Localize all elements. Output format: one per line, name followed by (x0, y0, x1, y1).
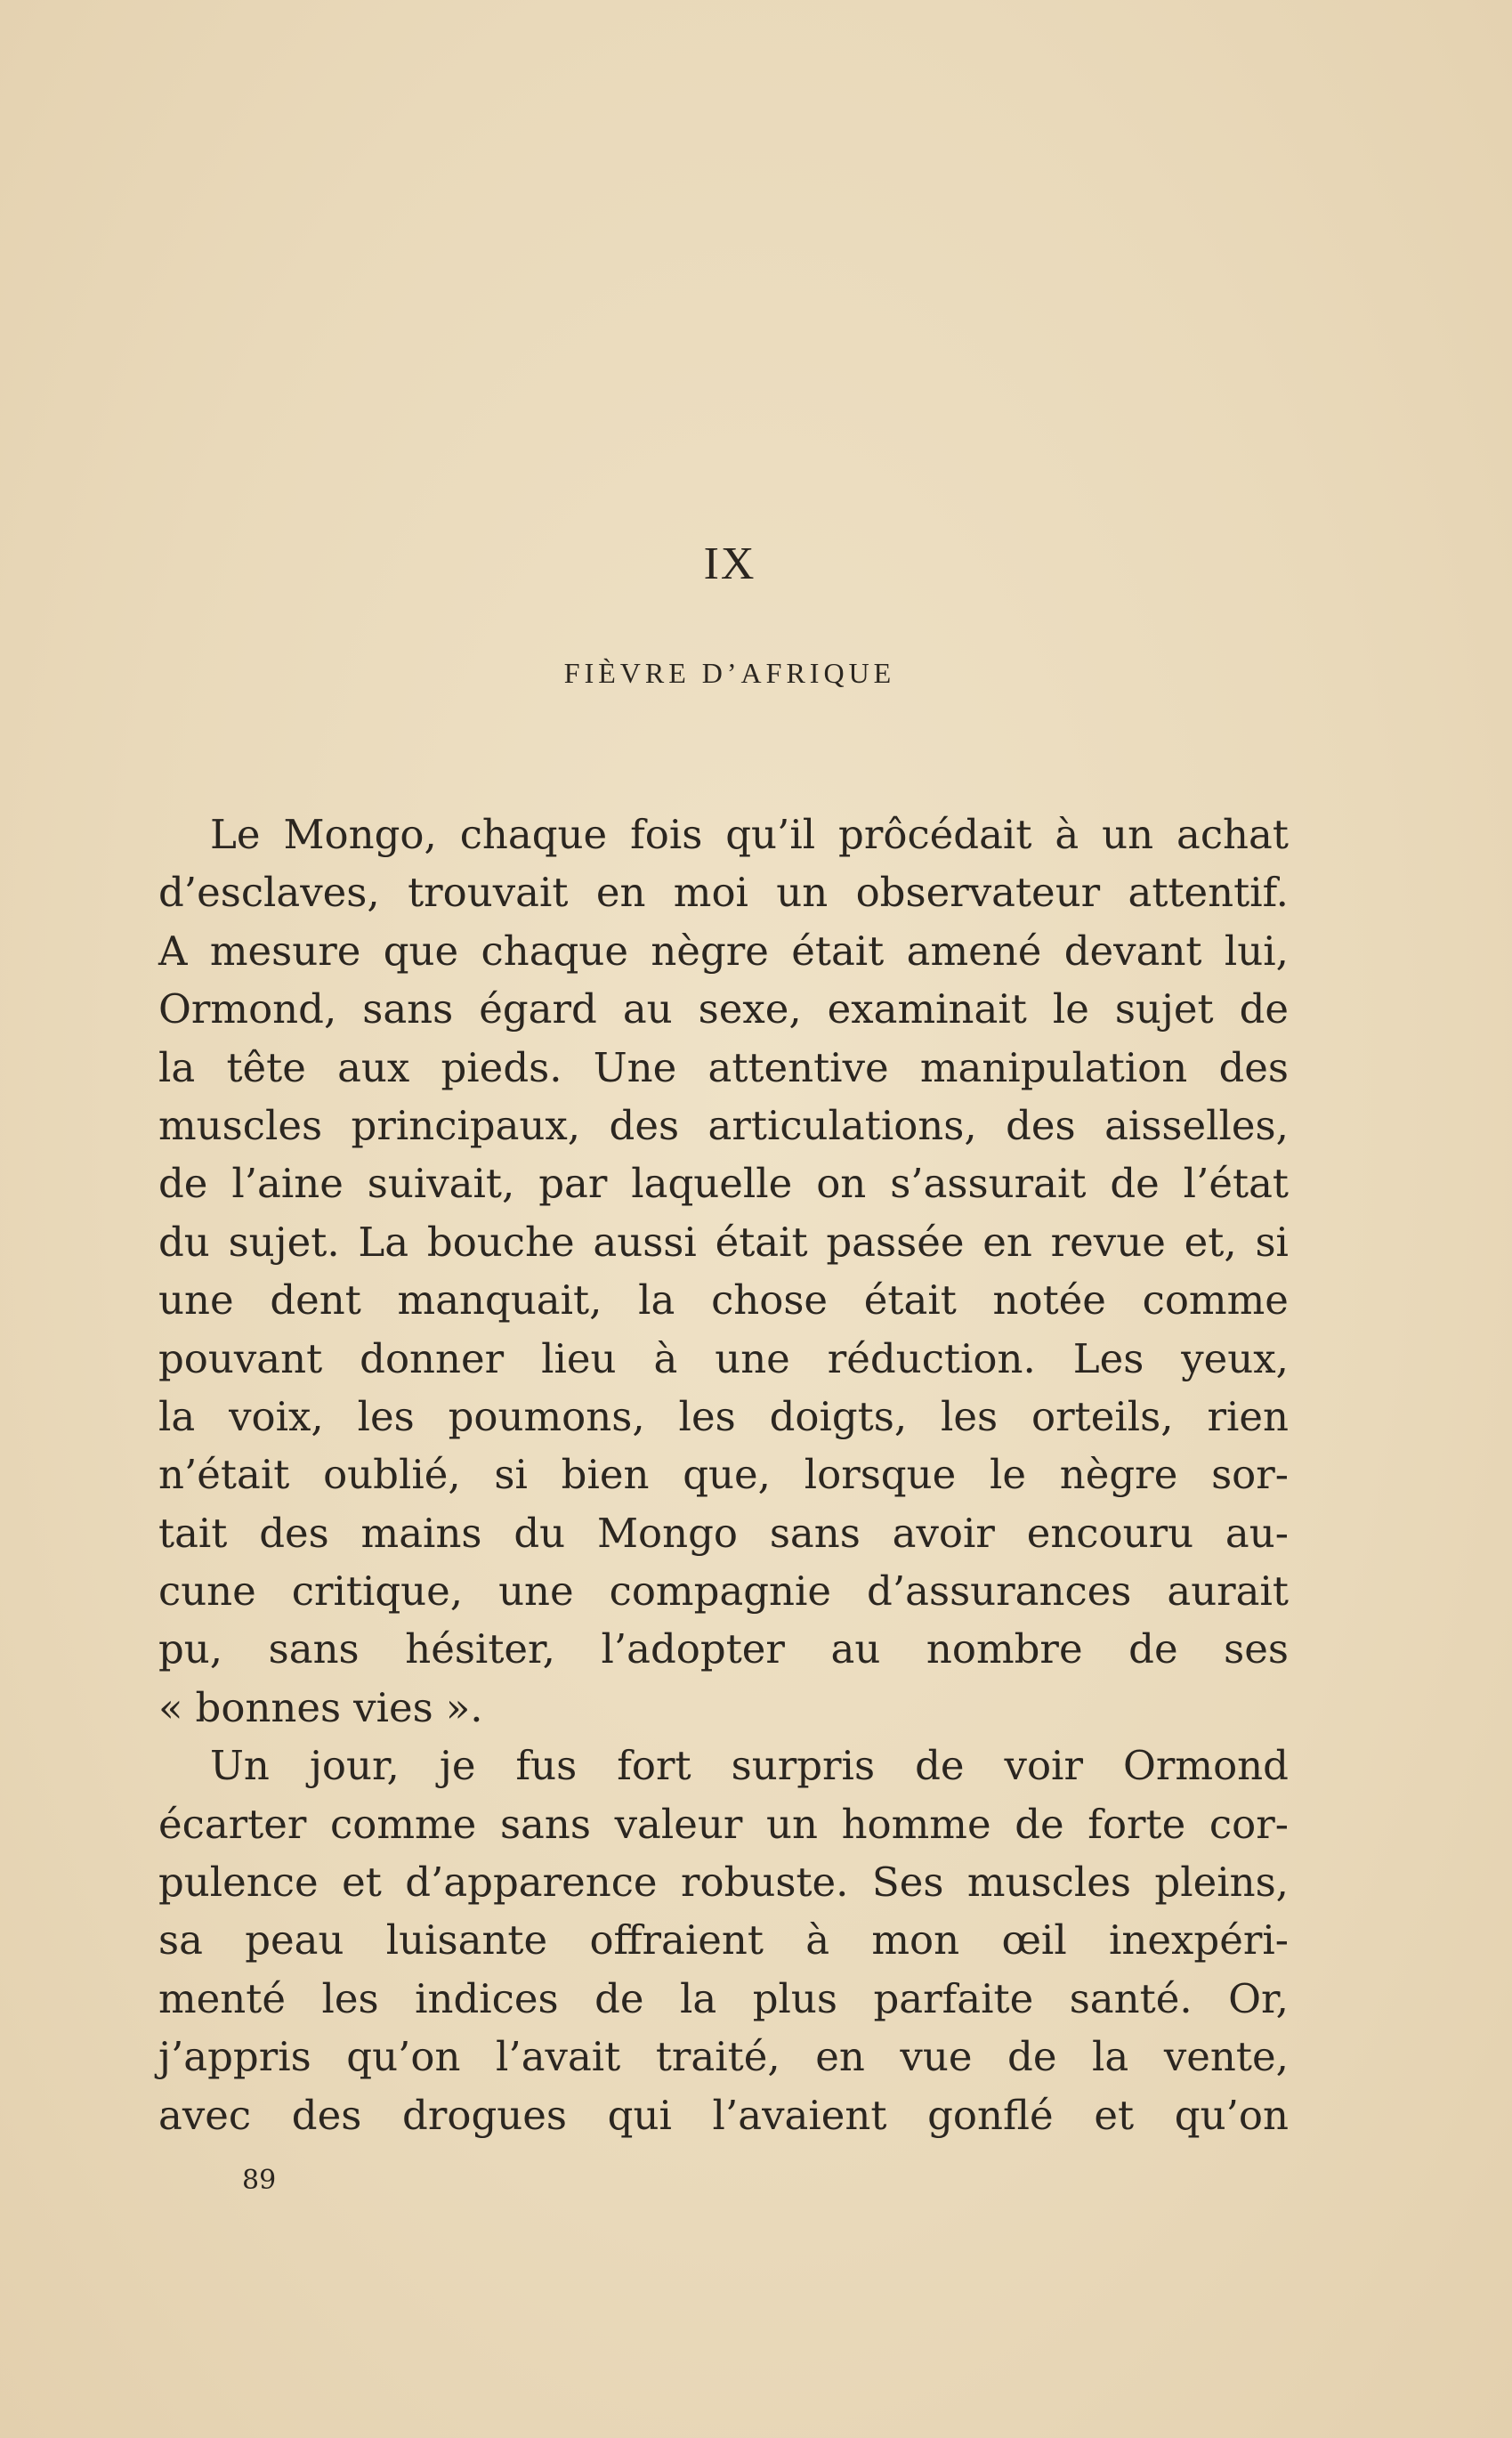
word: homme (841, 1800, 991, 1848)
word: attentive (707, 1043, 889, 1091)
word: avec (158, 2091, 252, 2139)
word: luisante (385, 1916, 548, 1964)
word: « (158, 1683, 183, 1731)
word: de (1239, 985, 1289, 1033)
word: une (715, 1334, 790, 1382)
word: drogues (402, 2091, 567, 2139)
text-line (158, 1737, 1289, 1794)
word: d’esclaves, (158, 869, 380, 917)
word: la (158, 1043, 196, 1091)
word: sans (499, 1800, 591, 1848)
word: œil (1001, 1916, 1067, 1964)
word: amené (906, 927, 1042, 975)
word: s’assurait (890, 1160, 1087, 1208)
word: d’apparence (405, 1859, 658, 1907)
word: parfaite (873, 1974, 1034, 2022)
text-line (158, 980, 1289, 1038)
word: laquelle (631, 1160, 793, 1208)
word: vies (353, 1683, 433, 1731)
word: cune (158, 1567, 256, 1616)
word: en (595, 869, 646, 917)
word: les (678, 1392, 736, 1440)
word: surpris (731, 1742, 876, 1790)
word: une (158, 1276, 234, 1324)
page-number: 89 (242, 2165, 277, 2196)
word: pouvant (158, 1334, 323, 1382)
word: à (653, 1334, 678, 1382)
word: compagnie (609, 1567, 832, 1616)
word: un (765, 1800, 818, 1848)
word: sor- (1211, 1451, 1289, 1499)
word: était (791, 927, 885, 975)
text-line (158, 1970, 1289, 2028)
word: les (321, 1974, 379, 2022)
paragraph (158, 1737, 1289, 2144)
word: fus (515, 1742, 578, 1790)
text-line (158, 1213, 1289, 1271)
text-line (158, 1154, 1289, 1212)
word: plus (752, 1974, 837, 2022)
word: attentif. (1128, 869, 1289, 917)
word: je (439, 1742, 476, 1790)
word: inexpéri- (1109, 1916, 1289, 1964)
word: donner (360, 1334, 505, 1382)
word: en (982, 1218, 1032, 1266)
word: qu’on (1174, 2091, 1289, 2139)
word: menté (158, 1974, 286, 2022)
word: n’était (158, 1451, 290, 1499)
word: était (715, 1218, 808, 1266)
text-line (158, 1388, 1289, 1446)
word: pieds. (441, 1043, 562, 1091)
word: de (1015, 1800, 1064, 1848)
word: l’avaient (712, 2091, 887, 2139)
word: les (357, 1392, 415, 1440)
word: robuste. (680, 1859, 849, 1907)
word: nègre (1059, 1451, 1178, 1499)
word: de (594, 1974, 644, 2022)
word: et (342, 1859, 382, 1907)
word: Les (1072, 1334, 1144, 1382)
word: tête (226, 1043, 306, 1091)
word: aux (337, 1043, 410, 1091)
word: articulations, (707, 1101, 977, 1149)
word: des (1218, 1043, 1289, 1091)
word: jour, (309, 1742, 400, 1790)
word: du (158, 1218, 210, 1266)
word: un (776, 869, 829, 917)
word: ses (1224, 1625, 1289, 1673)
word: sa (158, 1916, 203, 1964)
word: qui (607, 2091, 672, 2139)
word: que (383, 927, 459, 975)
word: lui, (1224, 927, 1289, 975)
word: au (830, 1625, 881, 1673)
word: égard (479, 985, 597, 1033)
word: l’adopter (601, 1625, 785, 1673)
text-line (158, 863, 1289, 921)
word: encouru (1026, 1509, 1194, 1557)
text-line (158, 2086, 1289, 2144)
word: notée (992, 1276, 1106, 1324)
word: les (941, 1392, 999, 1440)
word: réduction. (827, 1334, 1036, 1382)
word: aisselles, (1104, 1101, 1289, 1149)
word: principaux, (351, 1101, 581, 1149)
word: Mongo, (283, 811, 437, 858)
word: voir (1004, 1742, 1083, 1790)
word: était (863, 1276, 957, 1324)
word: A (158, 927, 188, 975)
word: avoir (892, 1509, 995, 1557)
word: yeux, (1181, 1334, 1289, 1382)
word: pleins, (1154, 1859, 1289, 1907)
text-line (158, 1504, 1289, 1562)
word: sans (268, 1625, 360, 1673)
word: forte (1088, 1800, 1186, 1848)
word: orteils, (1031, 1392, 1174, 1440)
word: en (815, 2033, 865, 2081)
word: Mongo (596, 1509, 738, 1557)
word: on (816, 1160, 867, 1208)
text-line (158, 2028, 1289, 2086)
word: prôcédait (838, 811, 1032, 858)
text-line (158, 922, 1289, 980)
word: de (158, 1160, 208, 1208)
word: dent (270, 1276, 361, 1324)
word: sujet (1114, 985, 1214, 1033)
word: vue (900, 2033, 973, 2081)
word: lorsque (804, 1451, 957, 1499)
word: manipulation (919, 1043, 1188, 1091)
word: observateur (855, 869, 1101, 917)
word: des (1006, 1101, 1076, 1149)
word: comme (330, 1800, 477, 1848)
text-line (158, 1271, 1289, 1329)
word: sujet. (228, 1218, 340, 1266)
word: Ses (871, 1859, 944, 1907)
word: à (1055, 811, 1079, 858)
word: la (680, 1974, 717, 2022)
word: qu’il (725, 811, 816, 858)
word: le (989, 1451, 1027, 1499)
word: sexe, (698, 985, 802, 1033)
word: j’appris (158, 2033, 311, 2081)
word: voix, (229, 1392, 324, 1440)
word: La (358, 1218, 409, 1266)
word: offraient (589, 1916, 764, 1964)
word: chose (711, 1276, 829, 1324)
word: peau (245, 1916, 344, 1964)
word: santé. (1069, 1974, 1193, 2022)
paragraph (158, 806, 1289, 1737)
word: l’état (1183, 1160, 1289, 1208)
word: Un (210, 1742, 270, 1790)
text-line (158, 1620, 1289, 1678)
word: achat (1176, 811, 1289, 858)
word: fort (617, 1742, 691, 1790)
text-line (158, 1679, 1289, 1737)
word: la (1092, 2033, 1129, 2081)
text-line (158, 1795, 1289, 1853)
word: bouche (426, 1218, 575, 1266)
word: d’assurances (867, 1567, 1132, 1616)
text-line (158, 1330, 1289, 1388)
word: lieu (541, 1334, 617, 1382)
word: bien (561, 1451, 650, 1499)
word: ». (445, 1683, 483, 1731)
word: muscles (966, 1859, 1131, 1907)
word: Le (210, 811, 261, 858)
text-line (158, 1039, 1289, 1097)
word: sans (362, 985, 454, 1033)
word: au- (1225, 1509, 1289, 1557)
word: nombre (926, 1625, 1083, 1673)
word: gonflé (927, 2091, 1054, 2139)
word: traité, (655, 2033, 780, 2081)
word: chaque (481, 927, 628, 975)
word: passée (826, 1218, 965, 1266)
word: critique, (291, 1567, 464, 1616)
word: moi (673, 869, 748, 917)
word: nègre (651, 927, 769, 975)
chapter-title: FIÈVRE D’AFRIQUE (563, 657, 896, 689)
word: la (638, 1276, 675, 1324)
word: si (1255, 1218, 1289, 1266)
word: hésiter, (405, 1625, 555, 1673)
text-line (158, 1446, 1289, 1503)
word: de (1128, 1625, 1178, 1673)
word: indices (415, 1974, 559, 2022)
word: des (259, 1509, 329, 1557)
chapter-number: IX (703, 539, 756, 589)
word: mains (360, 1509, 482, 1557)
word: valeur (614, 1800, 743, 1848)
word: devant (1063, 927, 1202, 975)
word: Ormond, (158, 985, 337, 1033)
word: l’aine (231, 1160, 344, 1208)
word: Une (593, 1043, 677, 1091)
word: revue (1050, 1218, 1166, 1266)
word: et (1094, 2091, 1135, 2139)
word: un (1102, 811, 1154, 858)
word: Ormond (1123, 1742, 1289, 1790)
word: l’avait (496, 2033, 621, 2081)
word: Or, (1228, 1974, 1289, 2022)
word: si (494, 1451, 528, 1499)
word: poumons, (448, 1392, 645, 1440)
word: écarter (158, 1800, 307, 1848)
word: du (513, 1509, 566, 1557)
word: vente, (1163, 2033, 1289, 2081)
body-text (158, 806, 1289, 2144)
word: de (915, 1742, 965, 1790)
word: sans (769, 1509, 861, 1557)
word: muscles (158, 1101, 323, 1149)
word: doigts, (769, 1392, 908, 1440)
word: le (1052, 985, 1089, 1033)
word: tait (158, 1509, 228, 1557)
word: pu, (158, 1625, 223, 1673)
word: fois (630, 811, 703, 858)
word: que, (683, 1451, 771, 1499)
text-line (158, 1562, 1289, 1620)
word: des (291, 2091, 362, 2139)
word: cor- (1209, 1800, 1289, 1848)
text-line (158, 806, 1289, 863)
word: une (498, 1567, 574, 1616)
word: de (1007, 2033, 1057, 2081)
word: manquait, (397, 1276, 602, 1324)
word: des (609, 1101, 680, 1149)
word: la (158, 1392, 196, 1440)
word: mon (871, 1916, 960, 1964)
word: oublié, (323, 1451, 461, 1499)
word: bonnes (195, 1683, 342, 1731)
word: trouvait (408, 869, 569, 917)
text-line (158, 1097, 1289, 1154)
word: pulence (158, 1859, 319, 1907)
word: suivait, (367, 1160, 515, 1208)
word: de (1110, 1160, 1160, 1208)
word: rien (1207, 1392, 1289, 1440)
word: par (538, 1160, 608, 1208)
text-line (158, 1853, 1289, 1911)
word: mesure (209, 927, 361, 975)
word: aurait (1167, 1567, 1289, 1616)
word: au (622, 985, 673, 1033)
word: qu’on (346, 2033, 461, 2081)
word: comme (1142, 1276, 1289, 1324)
word: à (805, 1916, 830, 1964)
word: et, (1184, 1218, 1237, 1266)
word: chaque (459, 811, 608, 858)
word: aussi (593, 1218, 697, 1266)
text-line (158, 1911, 1289, 1969)
word: examinait (827, 985, 1027, 1033)
